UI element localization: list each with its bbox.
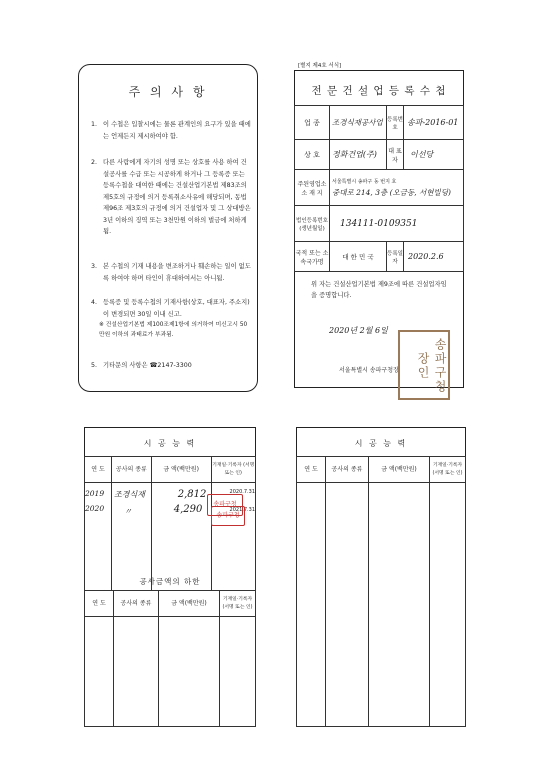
notice-item-1 (91, 119, 251, 142)
amount-cell (151, 483, 211, 591)
notice-item-text: 이 수첩은 입찰시에는 물론 관계인의 요구가 있을 때에는 언제든지 제시하여야 함. (103, 121, 251, 140)
notice-item-subnote: ※ 건설산업기본법 제100조제1항에 의거하여 미신고시 50만원 이하의 과태료가 부과됨. (99, 322, 248, 338)
construction-right-table (296, 456, 466, 727)
empty-cell (159, 617, 220, 727)
address-printed: 서울특별시 송파구 동 번지 호 (332, 178, 397, 185)
address-value: 중대로 214, 3층 (오금동, 서현빌딩) (332, 187, 451, 197)
registration-table (294, 105, 464, 272)
form-reference: [별지 제4호 서식] (298, 63, 342, 69)
notice-item-text: 기타문의 사항은 ☎2147-3300 (103, 362, 192, 369)
issuer: 서울특별시 송파구청장 (339, 367, 399, 374)
notice-item-text: 본 수첩의 기재 내용을 변조하거나 훼손하는 일이 없도록 하여야 하며 타인이 휴대하여서는 아니됨. (103, 263, 251, 282)
reg-date-value: 2020.2.6 (404, 242, 464, 272)
construction-left-title: 시 공 능 력 (143, 439, 197, 448)
contract-left-title: 공사금액의 하한 (139, 577, 201, 586)
table-row-type: 조경식재 (114, 490, 145, 499)
field-type-label: 업 종 (295, 106, 330, 140)
table-row-type: 〃 (124, 507, 133, 516)
address-label: 주된영업소 소 재 지 (295, 170, 330, 206)
header-year: 연 도 (85, 457, 112, 483)
empty-cell (430, 483, 466, 727)
header-type: 공사의 종류 (326, 457, 369, 483)
corp-no-value: 134111-0109351 (330, 206, 464, 242)
reg-date-label: 등록일자 (387, 242, 404, 272)
header-recorder: 기재일·기록자 (서명 또는 인) (220, 591, 256, 617)
table-row-amount: 4,290 (173, 504, 203, 515)
recorder-note: 2020.7.31 (229, 489, 255, 495)
header-amount: 금 액(백만원) (151, 457, 211, 483)
notice-item-number: 4. (91, 299, 98, 306)
official-seal: 송파구청장인 (398, 330, 450, 400)
year-cell (85, 483, 112, 591)
notice-item-4 (91, 297, 251, 340)
notice-item-number: 2. (91, 159, 98, 166)
type-cell (112, 483, 152, 591)
certification-statement: 위 자는 건설산업기본법 제9조에 따른 건설업자임을 증명합니다. (311, 281, 447, 299)
reg-no-label: 등록번호 (387, 106, 404, 140)
empty-cell (326, 483, 369, 727)
registration-title: 전 문 건 설 업 등 록 수 첩 (311, 85, 447, 97)
header-recorder: 기재일·기록자 (서명 또는 인) (211, 457, 255, 483)
construction-capacity-left (84, 427, 256, 727)
corp-no-label: 법인등록번호 (생년월일) (295, 206, 330, 242)
notice-item-text: 다른 사람에게 자기의 성명 또는 상호를 사용 하여 건설공사를 수급 또는 시공하게 하거나 그 등록증 또는 등록수첩을 대여한 때에는 건설산업기본법 제83조의 제5호의 규정에 의거 등록취소사유에 해당되며, 동법 제96조 제3호의 규정에 의거 건설업자 및 그 상대방은 3년 이하의 징역 또는 3천만원 이하의 벌금에 처하게 됨. (103, 159, 251, 235)
issue-date: 2020년 2월 6일 (329, 326, 388, 335)
red-stamp: 송파구청 (207, 494, 243, 516)
header-type: 공사의 종류 (114, 591, 159, 617)
notice-item-5 (91, 360, 251, 372)
notice-item-2 (91, 157, 251, 238)
company-value: 정화건업(주) (330, 140, 387, 170)
contract-left-table (84, 590, 256, 727)
empty-cell (297, 483, 326, 727)
notice-item-text: 등록증 및 등록수첩의 기재사항(상호, 대표자, 주소지)이 변경되면 30일 이내 신고. (103, 299, 250, 318)
empty-cell (220, 617, 256, 727)
header-amount: 금 액(백만원) (159, 591, 220, 617)
table-row-year: 2020 (85, 504, 105, 513)
notice-item-3 (91, 261, 251, 284)
nation-label: 국적 또는 소속국가명 (295, 242, 330, 272)
header-year: 연 도 (297, 457, 326, 483)
table-row-amount: 2,812 (177, 489, 207, 500)
field-type-value: 조경식재공사업 (330, 106, 387, 140)
red-stamp: 송파구청 (211, 506, 245, 526)
header-year: 연 도 (85, 591, 114, 617)
notice-panel (78, 64, 258, 392)
empty-cell (114, 617, 159, 727)
empty-cell (369, 483, 430, 727)
header-recorder: 기재일·기록자 (서명 또는 인) (430, 457, 466, 483)
construction-right-title: 시 공 능 력 (354, 439, 408, 448)
table-row-year: 2019 (85, 489, 105, 498)
address-cell (330, 170, 464, 206)
header-amount: 금 액(백만원) (369, 457, 430, 483)
company-label: 상 호 (295, 140, 330, 170)
rep-label: 대 표 자 (387, 140, 404, 170)
notice-title: 주 의 사 항 (128, 85, 208, 99)
recorder-note: 2021.7.31 (229, 507, 255, 513)
nation-value: 대 한 민 국 (330, 242, 387, 272)
notice-item-number: 1. (91, 121, 98, 128)
construction-capacity-right (296, 427, 466, 727)
rep-value: 이선당 (404, 140, 464, 170)
reg-no-value: 송파-2016-01 (404, 106, 464, 140)
header-type: 공사의 종류 (112, 457, 152, 483)
notice-item-number: 5. (91, 362, 98, 369)
notice-item-number: 3. (91, 263, 98, 270)
empty-cell (85, 617, 114, 727)
